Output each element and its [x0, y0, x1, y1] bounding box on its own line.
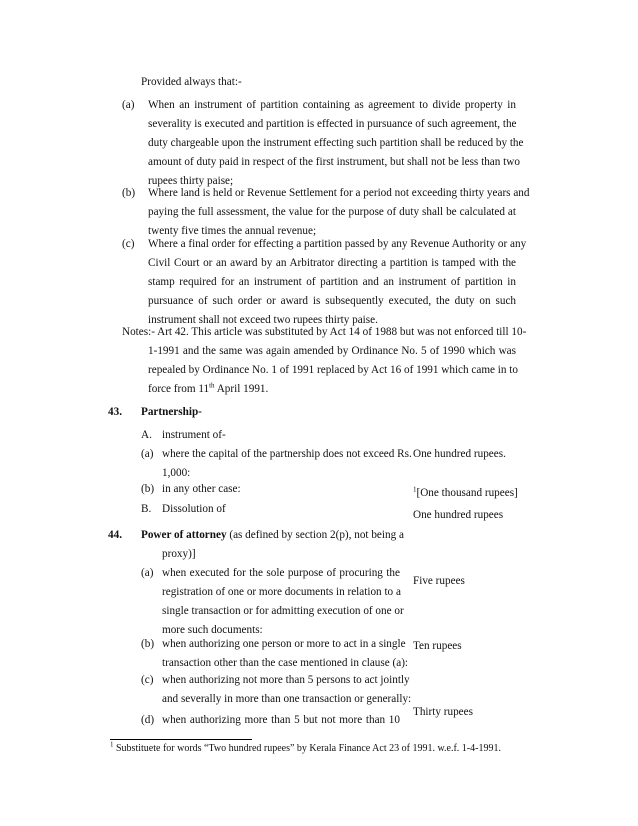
art43-ii-duty-line	[413, 486, 518, 500]
clause-c-line: Civil Court or an award by an Arbitrator directing a partition is tamped with the	[148, 257, 516, 269]
footnote-ref: 1	[413, 485, 417, 494]
clause-c-line: stamp required for an instrument of partition and an instrument of partition in	[148, 276, 516, 288]
art43-b-text: Dissolution of	[162, 503, 226, 515]
art44-a-duty: Five rupees	[413, 575, 465, 587]
art44-a-marker: (a)	[141, 567, 154, 579]
art44-c-line: and severally in more than one transaction or generally:	[162, 693, 412, 705]
art43-a-text: instrument of-	[162, 429, 226, 441]
clause-b-line: Where land is held or Revenue Settlement for a period not exceeding thirty years and	[148, 187, 530, 199]
clause-b-line: paying the full assessment, the value for the purpose of duty shall be calculated at	[148, 206, 516, 218]
clause-a-line: duty chargeable upon the instrument effecting such partition shall be reduced by the	[148, 137, 524, 149]
proviso-heading: Provided always that:-	[141, 76, 242, 88]
footnote-number: 1	[110, 740, 114, 749]
footnote-divider	[110, 739, 252, 740]
art43-i-line: where the capital of the partnership does not exceed Rs.	[162, 448, 412, 460]
art43-title: Partnership-	[141, 406, 202, 418]
clause-a-line: rupees thirty paise;	[148, 175, 234, 187]
art44-c-line: when authorizing not more than 5 persons to act jointly	[162, 674, 410, 686]
notes-last-line	[148, 382, 268, 396]
notes-line: repealed by Ordinance No. 1 of 1991 replaced by Act 16 of 1991 which came in to	[148, 364, 519, 376]
art44-a-line: single transaction or for admitting execution of one or	[162, 605, 404, 617]
art43-a-marker: A.	[141, 429, 152, 441]
notes-line: Notes:- Art 42. This article was substituted by Act 14 of 1988 but was not enforced till 10-	[122, 326, 527, 338]
art44-title-rest: (as defined by section 2(p), not being a	[226, 529, 404, 541]
clause-a-line: severality is executed and partition is effected in pursuance of such agreement, the	[148, 118, 517, 130]
art43-i-duty: One hundred rupees.	[413, 448, 506, 460]
art43-number: 43.	[108, 406, 122, 418]
clause-b-line: twenty five times the annual revenue;	[148, 225, 317, 237]
art43-i-marker: (a)	[141, 448, 154, 460]
art44-c-duty: Thirty rupees	[413, 706, 473, 718]
notes-date-suffix: April 1991.	[214, 383, 269, 395]
art44-d-marker: (d)	[141, 714, 155, 726]
clause-a-line: When an instrument of partition containing as agreement to divide property in	[148, 99, 516, 111]
clause-c-marker: (c)	[122, 238, 135, 250]
art44-a-line: when executed for the sole purpose of procuring the	[162, 567, 400, 579]
art44-b-marker: (b)	[141, 638, 155, 650]
notes-line: 1-1991 and the same was again amended by Ordinance No. 5 of 1990 which was	[148, 345, 516, 357]
art44-c-marker: (c)	[141, 674, 154, 686]
art44-title-line2: proxy)]	[162, 548, 196, 560]
clause-a-line: amount of duty paid in respect of the first instrument, but shall not be less than two	[148, 156, 520, 168]
footnote	[110, 742, 501, 756]
footnote-text: Substituete for words “Two hundred rupees” by Kerala Finance Act 23 of 1991. w.e.f. 1-4-1991.	[113, 743, 501, 754]
art44-title-line	[141, 528, 404, 542]
art43-ii-marker: (b)	[141, 483, 155, 495]
notes-date-sup: th	[209, 381, 215, 390]
art43-b-marker: B.	[141, 503, 152, 515]
clause-c-line: instrument shall not exceed two rupees thirty paise.	[148, 314, 378, 326]
art44-title: Power of attorney	[141, 529, 227, 541]
art44-number: 44.	[108, 529, 122, 541]
clause-b-marker: (b)	[122, 187, 136, 199]
clause-c-line: pursuance of such order or award is subsequently executed, the duty on such	[148, 295, 516, 307]
art43-ii-text: in any other case:	[162, 483, 241, 495]
art43-ii-duty: [One thousand rupees]	[416, 487, 518, 499]
notes-date-prefix: force from 11	[148, 383, 210, 395]
art44-b-line: transaction other than the case mentioned in clause (a):	[162, 657, 409, 669]
art44-a-line: registration of one or more documents in relation to a	[162, 586, 401, 598]
clause-c-line: Where a final order for effecting a partition passed by any Revenue Authority or any	[148, 238, 527, 250]
art44-d-line: when authorizing more than 5 but not more than 10	[162, 714, 400, 726]
art44-b-line: when authorizing one person or more to act in a single	[162, 638, 406, 650]
clause-a-marker: (a)	[122, 99, 135, 111]
art44-a-line: more such documents:	[162, 624, 263, 636]
art43-b-duty: One hundred rupees	[413, 509, 504, 521]
art44-b-duty: Ten rupees	[413, 640, 462, 652]
art43-i-line: 1,000:	[162, 467, 191, 479]
